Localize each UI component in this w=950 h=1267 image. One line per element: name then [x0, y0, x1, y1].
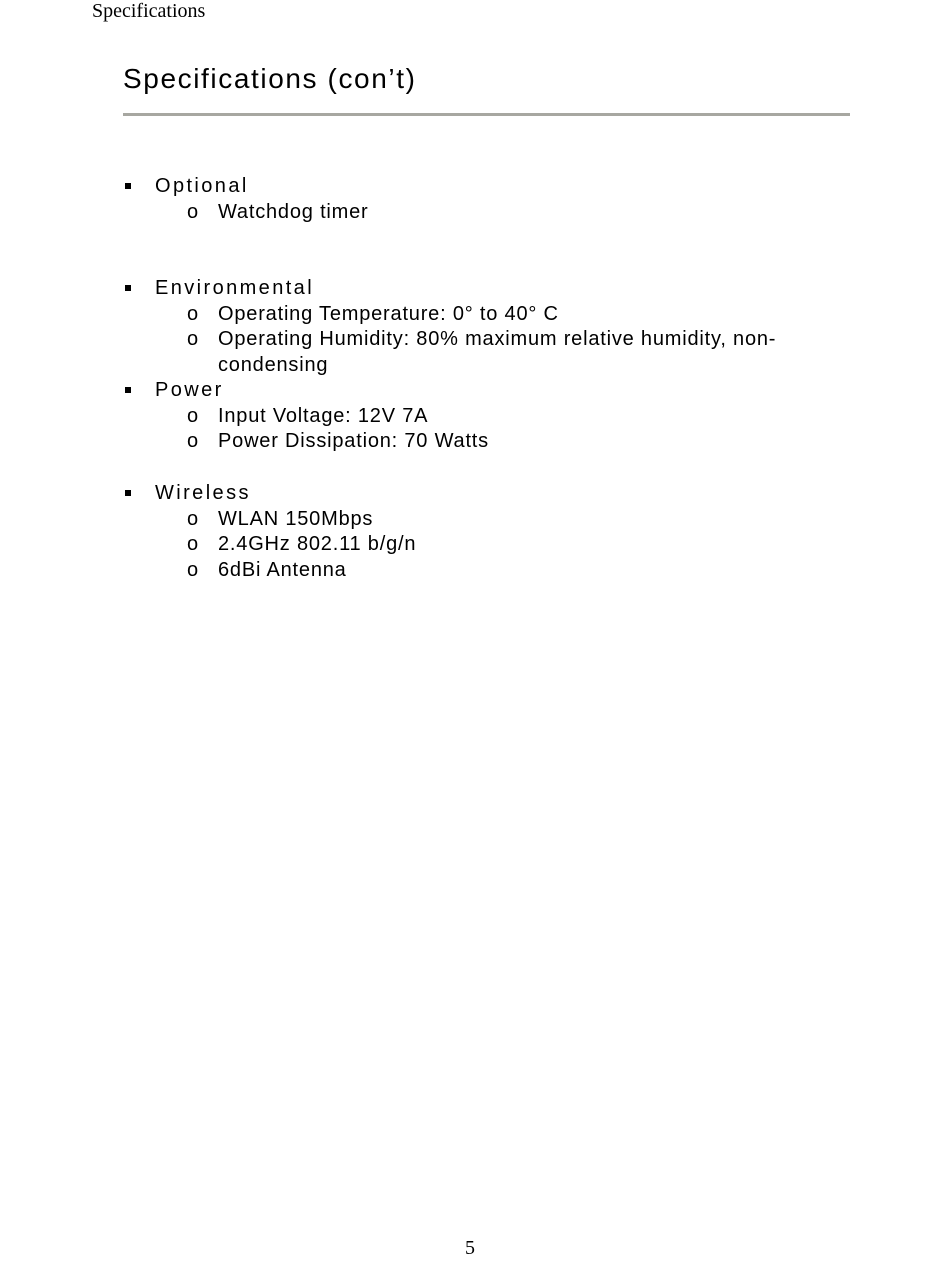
list-item-text: 6dBi Antenna [218, 558, 347, 581]
circle-bullet-icon: o [187, 533, 199, 556]
square-bullet-icon [125, 285, 131, 291]
section-label: Environmental [155, 277, 315, 299]
spec-section-environmental [0, 276, 950, 378]
circle-bullet-icon: o [187, 507, 199, 530]
section-heading [0, 276, 950, 302]
list-item [0, 404, 950, 430]
section-label: Wireless [155, 482, 251, 504]
page-number: 5 [465, 1237, 475, 1259]
list-item-text: Operating Humidity: 80% maximum relative humidity, non-condensing [218, 328, 777, 376]
spec-section-optional [0, 174, 950, 225]
list-item-text: Watchdog timer [218, 200, 369, 223]
list-item-text: Operating Temperature: 0° to 40° C [218, 302, 559, 325]
section-label: Optional [155, 175, 249, 197]
list-item [0, 507, 950, 533]
list-item [0, 200, 950, 226]
running-header: Specifications [92, 0, 206, 22]
list-item [0, 532, 950, 558]
square-bullet-icon [125, 183, 131, 189]
section-heading [0, 174, 950, 200]
spec-section-power [0, 378, 950, 455]
circle-bullet-icon: o [187, 200, 199, 223]
list-item-text: WLAN 150Mbps [218, 507, 374, 530]
list-item [0, 558, 950, 584]
list-item [0, 302, 950, 328]
list-item-text: Input Voltage: 12V 7A [218, 404, 429, 427]
list-item [0, 429, 950, 455]
circle-bullet-icon: o [187, 302, 199, 325]
section-label: Power [155, 379, 224, 401]
square-bullet-icon [125, 387, 131, 393]
spec-section-wireless [0, 481, 950, 583]
circle-bullet-icon: o [187, 404, 199, 427]
square-bullet-icon [125, 490, 131, 496]
section-heading [0, 481, 950, 507]
section-heading [0, 378, 950, 404]
list-item [0, 327, 950, 378]
page-title: Specifications (con’t) [123, 63, 417, 94]
list-item-text: Power Dissipation: 70 Watts [218, 430, 489, 453]
circle-bullet-icon: o [187, 328, 199, 351]
circle-bullet-icon: o [187, 430, 199, 453]
circle-bullet-icon: o [187, 558, 199, 581]
list-item-text: 2.4GHz 802.11 b/g/n [218, 533, 417, 556]
title-divider [123, 113, 850, 116]
